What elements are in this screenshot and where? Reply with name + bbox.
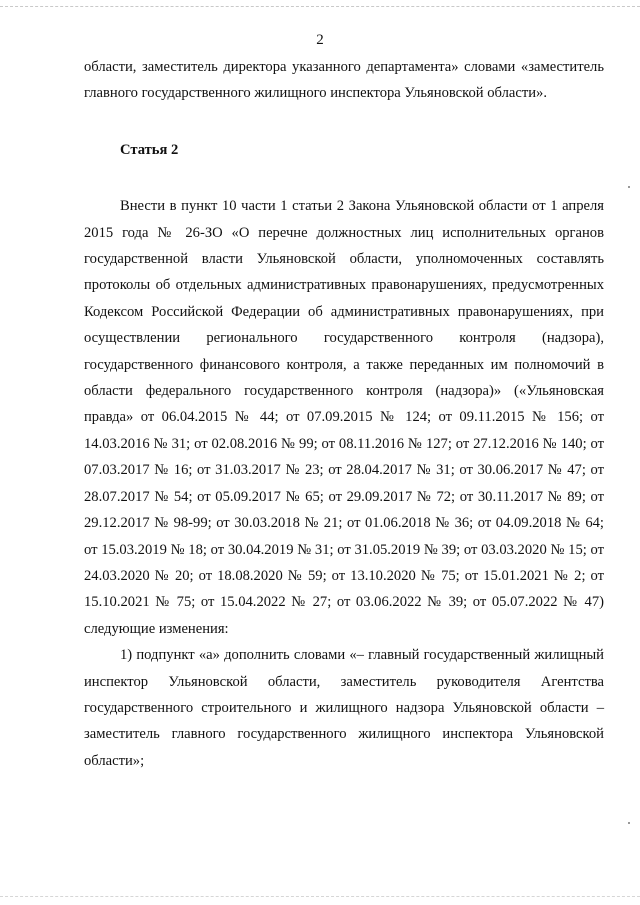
scan-edge-top: [0, 6, 640, 7]
continuation-paragraph: области, заместитель директора указанного департамента» словами «заместитель главного государственного жилищного инспектора Ульяновской области».: [84, 59, 604, 102]
document-body: [84, 54, 604, 774]
amendment-item-1: 1) подпункт «а» дополнить словами «– главный государственный жилищный инспектор Ульяновской области, заместитель руководителя Агентства государственного строительного и жилищного надзора Ульяновской области – заместитель главного государственного жилищного инспектора Ульяновской области»;: [84, 647, 604, 769]
scan-speck: [628, 186, 630, 188]
scan-speck: [628, 822, 630, 824]
article-heading: Статья 2: [120, 141, 179, 158]
main-paragraph: Внести в пункт 10 части 1 статьи 2 Закона Ульяновской области от 1 апреля 2015 года № 26-ЗО «О перечне должностных лиц исполнительных органов государственной власти Ульяновской области, уполномоченных составлять протоколы об отдельных административных правонарушениях, предусмотренных Кодексом Российской Федерации об административных правонарушениях, при осуществлении регионального государственного контроля (надзора), государственного финансового контроля, а также переданных им полномочий в области федерального государственного контроля (надзора)» («Ульяновская правда» от 06.04.2015 № 44; от 07.09.2015 № 124; от 09.11.2015 № 156; от 14.03.2016 № 31; от 02.08.2016 № 99; от 08.11.2016 № 127; от 27.12.2016 № 140; от 07.03.2017 № 16; от 31.03.2017 № 23; от 28.04.2017 № 31; от 30.06.2017 № 47; от 28.07.2017 № 54; от 05.09.2017 № 65; от 29.09.2017 № 72; от 30.11.2017 № 89; от 29.12.2017 № 98-99; от 30.03.2018 № 21; от 01.06.2018 № 36; от 04.09.2018 № 64; от 15.03.2019 № 18; от 30.04.2019 № 31; от 31.05.2019 № 39; от 03.03.2020 № 15; от 24.03.2020 № 20; от 18.08.2020 № 59; от 13.10.2020 № 75; от 15.01.2021 № 2; от 15.10.2021 № 75; от 15.04.2022 № 27; от 03.06.2022 № 39; от 05.07.2022 № 47) следующие изменения:: [84, 198, 604, 637]
scan-edge-bottom: [0, 896, 640, 897]
page-number: 2: [316, 32, 324, 48]
